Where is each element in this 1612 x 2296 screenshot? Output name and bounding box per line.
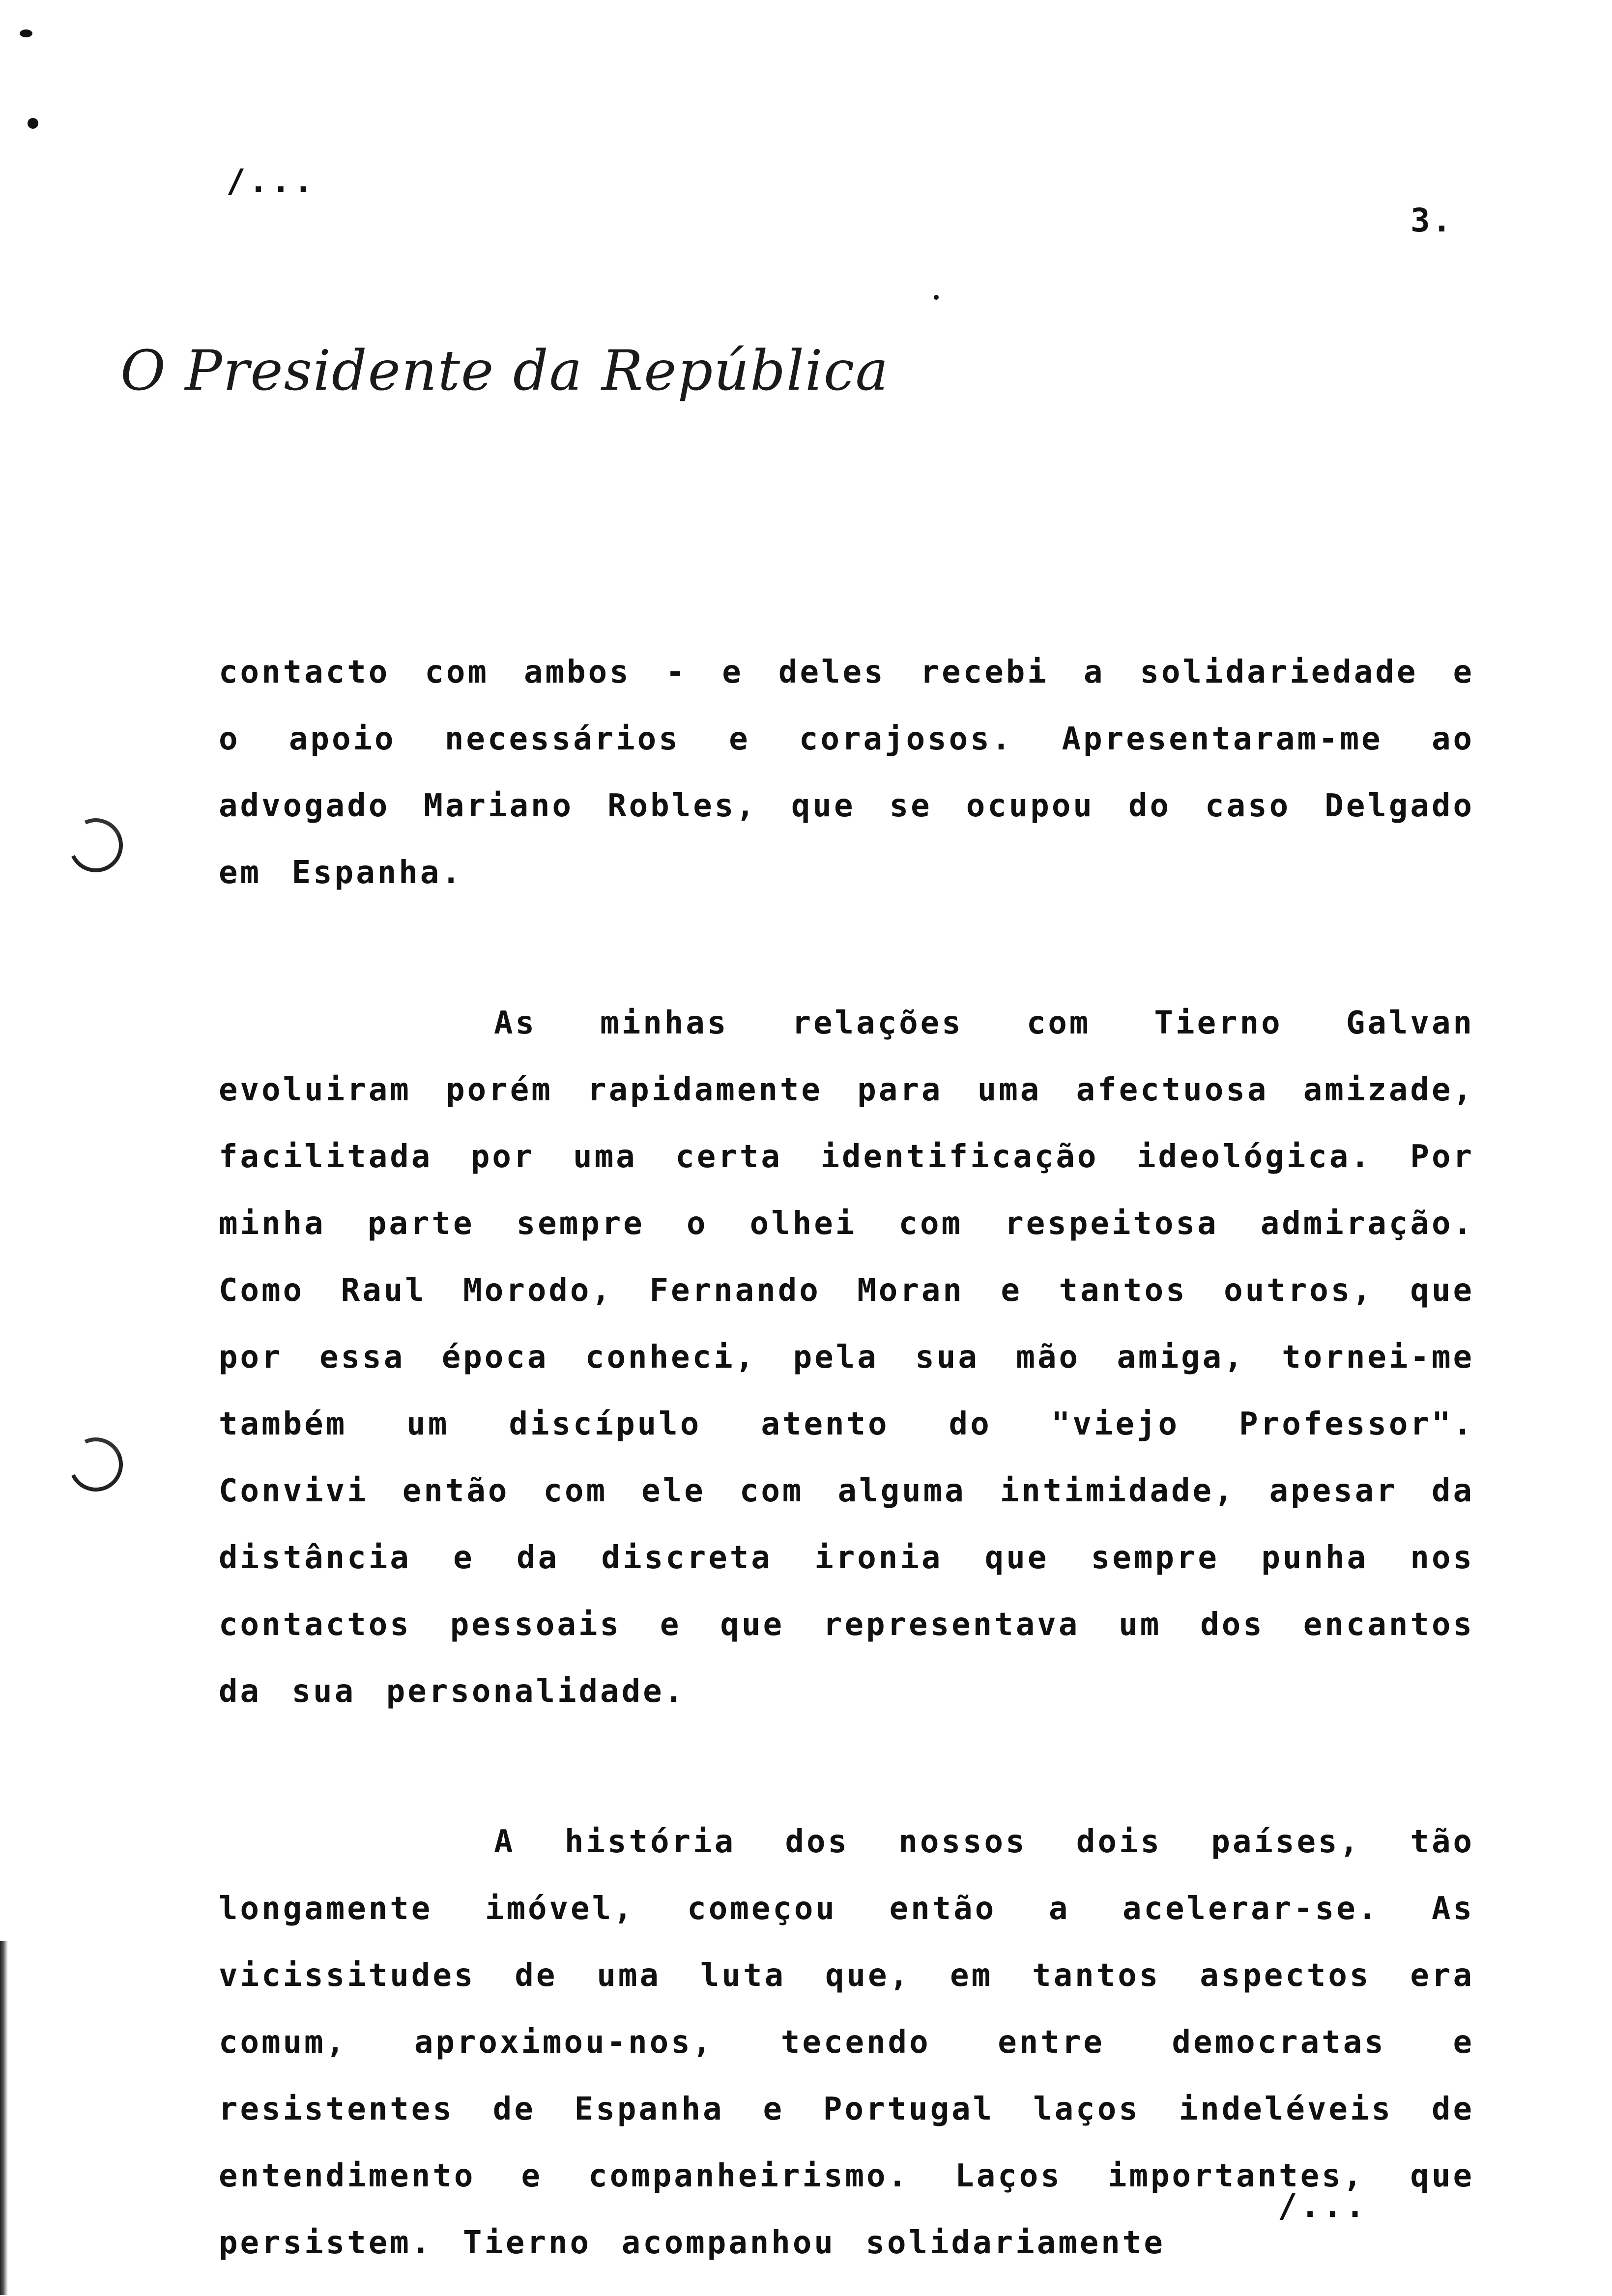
letterhead-title: O Presidente da República	[120, 339, 890, 403]
continuation-marker-top: /...	[226, 162, 316, 200]
page-number: 3.	[1410, 201, 1454, 239]
punch-hole-icon	[61, 811, 131, 880]
letter-body	[219, 639, 1474, 2276]
scan-speck	[28, 118, 38, 129]
paragraph-2: As minhas relações com Tierno Galvan evoluiram porém rapidamente para uma afectuosa amizade, facilitada por uma certa identificação ideológica. Por minha parte sempre o olhei com respeitosa admiração. Como Raul Morodo, Fernando Moran e tantos outros, que por essa época conheci, pela sua mão amiga, tornei-me também um discípulo atento do "viejo Professor". Convivi então com ele com alguma intimidade, apesar da distância e da discreta ironia que sempre punha nos contactos pessoais e que representava um dos encantos da sua personalidade.	[219, 1005, 1474, 1710]
continuation-marker-bottom: /...	[1278, 2187, 1368, 2225]
punch-hole-icon	[61, 1430, 131, 1499]
scan-speck	[934, 295, 939, 300]
scan-speck	[20, 29, 32, 37]
paragraph-3: A história dos nossos dois países, tão longamente imóvel, começou então a acelerar-se. As vicissitudes de uma luta que, em tantos aspectos era comum, aproximou-nos, tecendo entre democratas e resistentes de Espanha e Portugal laços indeléveis de entendimento e companheirismo. Laços importantes, que persistem. Tierno acompanhou solidariamente	[219, 1824, 1474, 2261]
paragraph-1: contacto com ambos - e deles recebi a solidariedade e o apoio necessários e corajosos. Apresentaram-me ao advogado Mariano Robles, que se ocupou do caso Delgado em Espanha.	[219, 654, 1474, 891]
scan-edge-shadow	[0, 1941, 8, 2295]
